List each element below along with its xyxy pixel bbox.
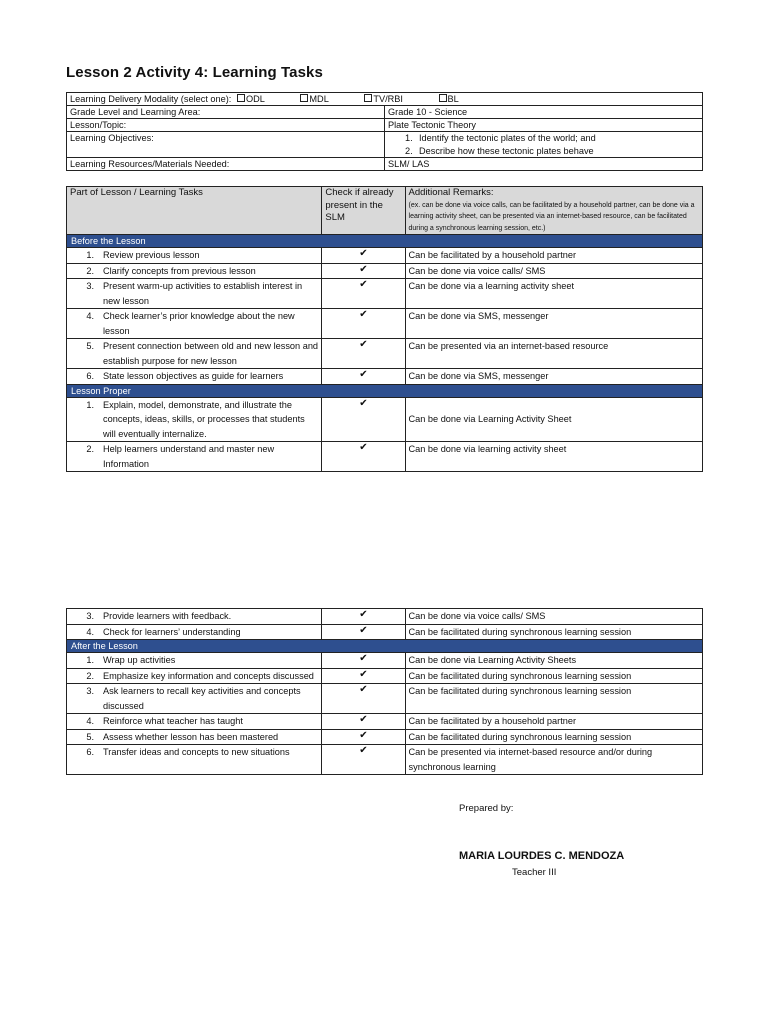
task-cell: [67, 729, 322, 745]
task-text: Check learner’s prior knowledge about the new lesson: [103, 311, 295, 336]
check-mark-icon: ✔: [322, 309, 405, 339]
topic-label: Lesson/Topic:: [67, 119, 385, 132]
learning-tasks-table-continued: [66, 608, 703, 775]
task-cell: [67, 609, 322, 625]
task-cell: [67, 263, 322, 279]
task-cell: [67, 624, 322, 640]
check-mark-icon: ✔: [322, 263, 405, 279]
topic-value: Plate Tectonic Theory: [385, 119, 703, 132]
checkbox-bl[interactable]: [439, 94, 447, 102]
table-row: [67, 397, 703, 442]
task-text: Present connection between old and new lesson and establish purpose for new lesson: [103, 341, 319, 366]
task-text: Review previous lesson: [103, 250, 200, 260]
check-mark-icon: ✔: [322, 624, 405, 640]
task-number: 4.: [86, 626, 94, 637]
option-tvrbi: TV/RBI: [373, 94, 403, 104]
task-cell: [67, 279, 322, 309]
task-text: Check for learners’ understanding: [103, 626, 241, 637]
option-mdl: MDL: [309, 94, 329, 104]
lesson-proper-rows: [67, 397, 703, 472]
task-text: Ask learners to recall key activities and concepts discussed: [103, 686, 301, 711]
task-text: Explain, model, demonstrate, and illustrate the concepts, ideas, skills, or processes that students will eventually internalize.: [103, 399, 305, 439]
page-title: Lesson 2 Activity 4: Learning Tasks: [66, 64, 323, 81]
task-number: 1.: [86, 250, 94, 260]
task-text: Assess whether lesson has been mastered: [103, 731, 279, 742]
table-row: [67, 624, 703, 640]
option-bl: BL: [447, 94, 459, 104]
task-cell: [67, 369, 322, 385]
task-number: 4.: [86, 716, 94, 726]
remark-cell: Can be facilitated during synchronous learning session: [405, 729, 702, 745]
task-number: 5.: [86, 731, 94, 742]
prepared-by-label: Prepared by:: [459, 803, 514, 814]
remark-cell: Can be facilitated during synchronous learning session: [405, 684, 702, 714]
table-row: [67, 263, 703, 279]
task-cell: [67, 653, 322, 669]
check-mark-icon: ✔: [322, 339, 405, 369]
check-mark-icon: ✔: [322, 609, 405, 625]
task-number: 4.: [86, 311, 94, 321]
check-mark-icon: ✔: [322, 442, 405, 472]
table-row: [67, 668, 703, 684]
before-lesson-rows: [67, 248, 703, 385]
remark-cell: Can be done via Learning Activity Sheets: [405, 653, 702, 669]
task-number: 6.: [86, 371, 94, 381]
table-row: [67, 339, 703, 369]
resources-label: Learning Resources/Materials Needed:: [67, 158, 385, 171]
table-row: [67, 309, 703, 339]
check-mark-icon: ✔: [322, 653, 405, 669]
option-odl: ODL: [245, 94, 265, 104]
task-cell: [67, 397, 322, 442]
lesson-info-table: [66, 92, 703, 171]
task-cell: [67, 442, 322, 472]
checkbox-tvrbi[interactable]: [364, 94, 372, 102]
remark-cell: Can be facilitated during synchronous learning session: [405, 668, 702, 684]
remarks-note: (ex. can be done via voice calls, can be facilitated by a household partner, can be done via a learning activity sheet, can be presented via an internet-based resource, can be facilitated during a synchronous learning session, etc.): [408, 201, 695, 232]
checkbox-odl[interactable]: [237, 94, 245, 102]
teacher-role: Teacher III: [512, 867, 557, 878]
task-text: Provide learners with feedback.: [103, 611, 232, 621]
objective-item: 2. Describe how these tectonic plates behave: [405, 145, 594, 156]
task-number: 6.: [86, 747, 94, 757]
check-mark-icon: ✔: [322, 684, 405, 714]
header-tasks: Part of Lesson / Learning Tasks: [67, 187, 322, 235]
grade-label: Grade Level and Learning Area:: [67, 106, 385, 119]
task-number: 3.: [86, 611, 94, 621]
task-number: 1.: [86, 655, 94, 665]
remark-cell: Can be done via SMS, messenger: [405, 309, 702, 339]
learning-tasks-table: [66, 186, 703, 472]
objectives-label: Learning Objectives:: [67, 132, 385, 158]
task-text: State lesson objectives as guide for learners: [103, 371, 284, 381]
check-mark-icon: ✔: [322, 369, 405, 385]
check-mark-icon: ✔: [322, 745, 405, 775]
table-row: [67, 609, 703, 625]
table-row: [67, 248, 703, 264]
check-mark-icon: ✔: [322, 397, 405, 442]
remark-cell: Can be done via a learning activity sheet: [405, 279, 702, 309]
task-text: Wrap up activities: [103, 655, 176, 665]
remark-cell: Can be done via learning activity sheet: [405, 442, 702, 472]
check-mark-icon: ✔: [322, 279, 405, 309]
remark-cell: Can be done via voice calls/ SMS: [405, 609, 702, 625]
teacher-name: MARIA LOURDES C. MENDOZA: [459, 850, 625, 862]
header-remarks: Additional Remarks: (ex. can be done via voice calls, can be facilitated by a household partner, can be done via a learning activity sheet, can be presented via an internet-based resource, can be facilitated during a synchronous learning session, etc.): [405, 187, 702, 235]
task-number: 2.: [86, 265, 94, 276]
remark-cell: Can be done via voice calls/ SMS: [405, 263, 702, 279]
task-cell: [67, 714, 322, 730]
objectives-cell: [385, 132, 703, 158]
table-row: [67, 745, 703, 775]
check-mark-icon: ✔: [322, 714, 405, 730]
table-row: [67, 729, 703, 745]
resources-value: SLM/ LAS: [385, 158, 703, 171]
remark-cell: Can be facilitated by a household partner: [405, 248, 702, 264]
task-number: 5.: [86, 341, 94, 351]
remark-cell: Can be facilitated by a household partner: [405, 714, 702, 730]
check-mark-icon: ✔: [322, 729, 405, 745]
after-lesson-rows: [67, 653, 703, 775]
task-cell: [67, 309, 322, 339]
table-row: [67, 442, 703, 472]
task-text: Reinforce what teacher has taught: [103, 716, 243, 726]
table-row: [67, 684, 703, 714]
remark-cell: Can be facilitated during synchronous learning session: [405, 624, 702, 640]
lesson-proper-rows-continued: [67, 609, 703, 640]
table-row: [67, 714, 703, 730]
task-cell: [67, 339, 322, 369]
header-check: Check if already present in the SLM: [322, 187, 405, 235]
modality-row: [67, 93, 703, 106]
table-row: [67, 279, 703, 309]
task-text: Transfer ideas and concepts to new situations: [103, 747, 290, 757]
objective-item: 1. Identify the tectonic plates of the world; and: [405, 133, 596, 143]
table-row: [67, 369, 703, 385]
task-number: 1.: [86, 399, 94, 410]
task-text: Present warm-up activities to establish interest in new lesson: [103, 281, 303, 306]
task-number: 3.: [86, 281, 94, 291]
task-number: 2.: [86, 444, 94, 454]
modality-label: Learning Delivery Modality (select one):: [70, 94, 232, 104]
table-header-row: [67, 187, 703, 235]
table-row: [67, 653, 703, 669]
checkbox-mdl[interactable]: [300, 94, 308, 102]
check-mark-icon: ✔: [322, 668, 405, 684]
task-cell: [67, 248, 322, 264]
section-after: After the Lesson: [67, 640, 703, 653]
task-number: 3.: [86, 686, 94, 696]
remark-cell: Can be done via SMS, messenger: [405, 369, 702, 385]
task-cell: [67, 745, 322, 775]
remark-cell: Can be presented via an internet-based resource: [405, 339, 702, 369]
task-text: Help learners understand and master new Information: [103, 444, 275, 469]
section-before: Before the Lesson: [67, 235, 703, 248]
remark-cell: Can be done via Learning Activity Sheet: [405, 397, 702, 442]
task-cell: [67, 668, 322, 684]
task-number: 2.: [86, 670, 94, 681]
grade-value: Grade 10 - Science: [385, 106, 703, 119]
remark-cell: Can be presented via internet-based resource and/or during synchronous learning: [405, 745, 702, 775]
task-text: Emphasize key information and concepts discussed: [103, 670, 314, 681]
task-cell: [67, 684, 322, 714]
check-mark-icon: ✔: [322, 248, 405, 264]
task-text: Clarify concepts from previous lesson: [103, 265, 256, 276]
section-lesson-proper: Lesson Proper: [67, 384, 703, 397]
